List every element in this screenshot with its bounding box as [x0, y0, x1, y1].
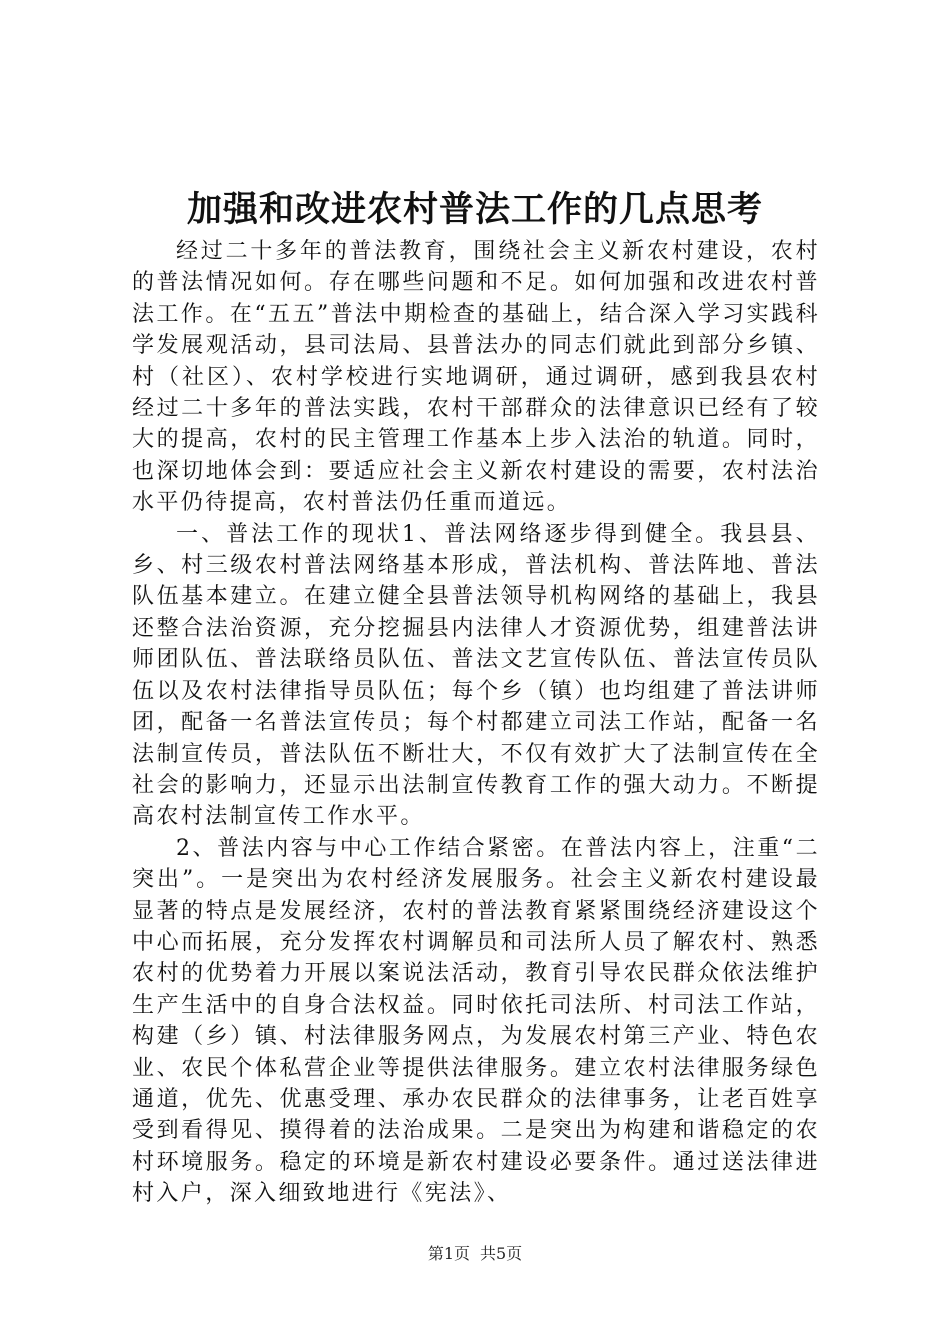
paragraph: 2、普法内容与中心工作结合紧密。在普法内容上，注重“二突出”。一是突出为农村经济发展服务。社会主义新农村建设最显著的特点是发展经济，农村的普法教育紧紧围绕经济建设这个中心而拓展，充分发挥农村调解员和司法所人员了解农村、熟悉农村的优势着力开展以案说法活动，教育引导农民群众依法维护生产生活中的自身合法权益。同时依托司法所、村司法工作站，构建（乡）镇、村法律服务网点，为发展农村第三产业、特色农业、农民个体私营企业等提供法律服务。建立农村法律服务绿色通道，优先、优惠受理、承办农民群众的法律事务，让老百姓享受到看得见、摸得着的法治成果。二是突出为构建和谐稳定的农村环境服务。稳定的环境是新农村建设必要条件。通过送法律进村入户，深入细致地进行《宪法》、: [132, 835, 820, 1207]
document-body: [132, 236, 820, 1210]
paragraph: 一、普法工作的现状1、普法网络逐步得到健全。我县县、乡、村三级农村普法网络基本形成，普法机构、普法阵地、普法队伍基本建立。在建立健全县普法领导机构网络的基础上，我县还整合法治资源，充分挖掘县内法律人才资源优势，组建普法讲师团队伍、普法联络员队伍、普法文艺宣传队伍、普法宣传员队伍以及农村法律指导员队伍；每个乡（镇）也均组建了普法讲师团，配备一名普法宣传员；每个村都建立司法工作站，配备一名法制宣传员，普法队伍不断壮大，不仅有效扩大了法制宣传在全社会的影响力，还显示出法制宣传教育工作的强大动力。不断提高农村法制宣传工作水平。: [132, 521, 820, 830]
page-footer: [0, 1243, 950, 1265]
page-total: 共5页: [480, 1244, 523, 1263]
paragraph: 经过二十多年的普法教育，围绕社会主义新农村建设，农村的普法情况如何。存在哪些问题和不足。如何加强和改进农村普法工作。在“五五”普法中期检查的基础上，结合深入学习实践科学发展观活动，县司法局、县普法办的同志们就此到部分乡镇、村（社区）、农村学校进行实地调研，通过调研，感到我县农村经过二十多年的普法实践，农村干部群众的法律意识已经有了较大的提高，农村的民主管理工作基本上步入法治的轨道。同时，也深切地体会到：要适应社会主义新农村建设的需要，农村法治水平仍待提高，农村普法仍任重而道远。: [132, 239, 820, 516]
document-title: 加强和改进农村普法工作的几点思考: [186, 189, 763, 230]
page-number: 第1页: [427, 1244, 470, 1263]
